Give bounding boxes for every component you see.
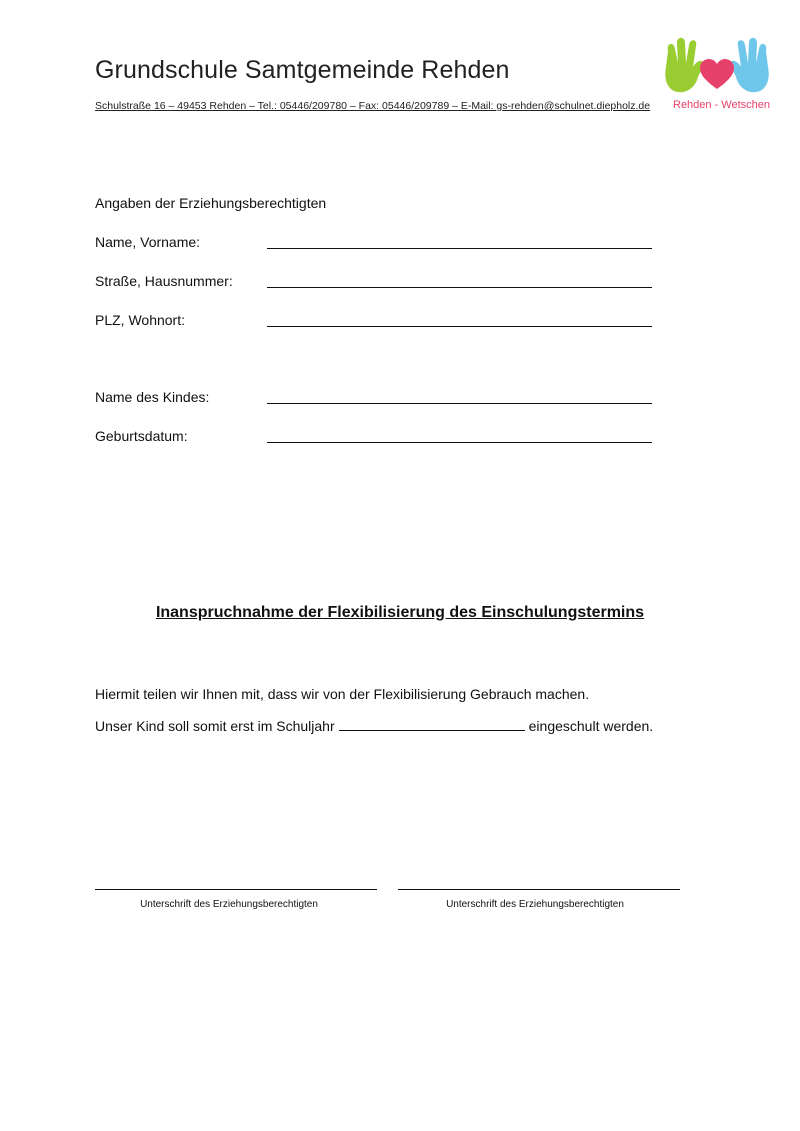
child-name-label: Name des Kindes:: [95, 389, 210, 405]
section-title: Angaben der Erziehungsberechtigten: [95, 195, 327, 211]
city-input-line[interactable]: [267, 326, 652, 327]
name-input-line[interactable]: [267, 248, 652, 249]
street-label: Straße, Hausnummer:: [95, 273, 233, 289]
birthdate-label: Geburtsdatum:: [95, 428, 188, 444]
heart-icon: [700, 59, 734, 89]
signature-line-left[interactable]: [95, 889, 377, 890]
school-year-prefix: Unser Kind soll somit erst im Schuljahr: [95, 718, 335, 734]
blue-hand-icon: [730, 38, 769, 92]
name-label: Name, Vorname:: [95, 234, 201, 250]
logo-text: Rehden - Wetschen: [673, 99, 771, 111]
green-hand-icon: [665, 38, 704, 92]
school-year-sentence: [95, 718, 653, 734]
signature-line-right[interactable]: [398, 889, 680, 890]
signature-caption-right: Unterschrift des Erziehungsberechtigten: [446, 899, 624, 910]
statement-sentence: Hiermit teilen wir Ihnen mit, dass wir von der Flexibilisierung Gebrauch machen.: [95, 686, 590, 702]
school-year-suffix: eingeschult werden.: [528, 718, 654, 734]
signature-caption-left: Unterschrift des Erziehungsberechtigten: [140, 899, 318, 910]
city-label: PLZ, Wohnort:: [95, 312, 186, 328]
birthdate-input-line[interactable]: [267, 442, 652, 443]
school-year-input-line[interactable]: [339, 718, 525, 731]
document-heading: Inanspruchnahme der Flexibilisierung des Einschulungstermins: [155, 604, 645, 621]
school-address: Schulstraße 16 – 49453 Rehden – Tel.: 05446/209780 – Fax: 05446/209789 – E-Mail: gs-rehden@schulnet.diepholz.de: [95, 100, 651, 112]
school-name: Grundschule Samtgemeinde Rehden: [95, 56, 510, 84]
child-name-input-line[interactable]: [267, 403, 652, 404]
street-input-line[interactable]: [267, 287, 652, 288]
